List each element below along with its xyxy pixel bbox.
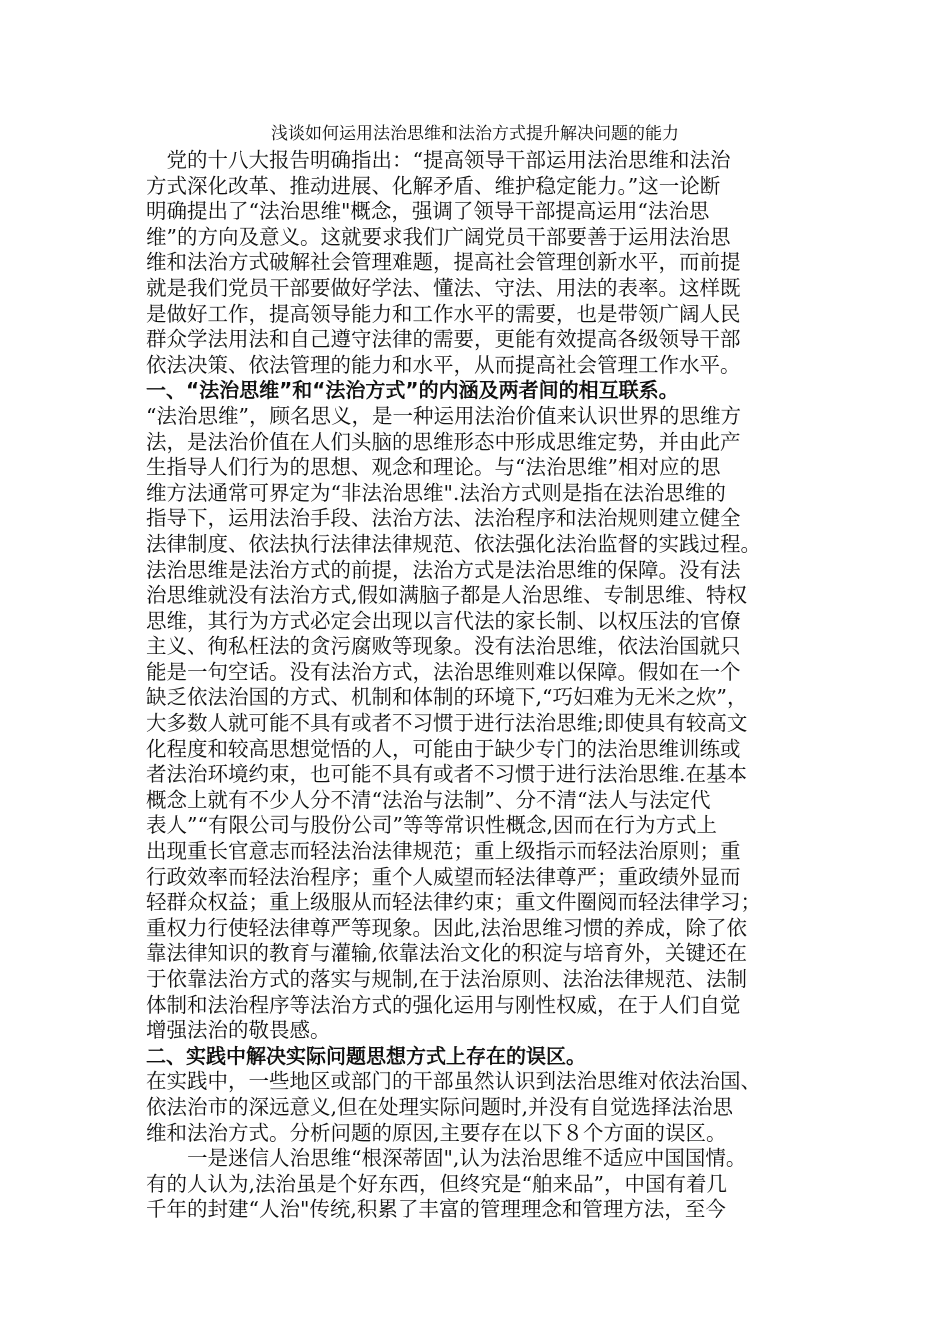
body-line: 表人”“有限公司与股份公司”等等常识性概念,因而在行为方式上	[146, 813, 717, 838]
body-line: 法律制度、依法执行法律法律规范、依法强化法治监督的实践过程。	[146, 531, 761, 556]
body-line: 缺乏依法治国的方式、机制和体制的环境下,“巧妇难为无米之炊”，	[146, 685, 748, 710]
body-line: 一是迷信人治思维“根深蒂固",认为法治思维不适应中国国情。	[146, 1146, 747, 1171]
body-line: 轻群众权益；重上级服从而轻法律约束；重文件圈阅而轻法律学习；	[146, 890, 761, 915]
body-line: 维和法治方式。分析问题的原因,主要存在以下８个方面的误区。	[146, 1120, 727, 1145]
body-line: 能是一句空话。没有法治方式，法治思维则难以保障。假如在一个	[146, 659, 741, 684]
body-line: 靠法律知识的教育与灌输,依靠法治文化的积淀与培育外，关键还在	[146, 941, 748, 966]
body-line: 出现重长官意志而轻法治法律规范；重上级指示而轻法治原则；重	[146, 839, 741, 864]
body-line: 依法决策、依法管理的能力和水平，从而提高社会管理工作水平。	[146, 352, 741, 377]
body-line: 指导下，运用法治手段、法治方法、法治程序和法治规则建立健全	[146, 506, 741, 531]
body-line: 维和法治方式破解社会管理难题，提高社会管理创新水平，而前提	[146, 250, 741, 275]
body-line: 法，是法治价值在人们头脑的思维形态中形成思维定势，并由此产	[146, 429, 741, 454]
body-line: 法治思维是法治方式的前提，法治方式是法治思维的保障。没有法	[146, 557, 741, 582]
body-line: 化程度和较高思想觉悟的人，可能由于缺少专门的法治思维训练或	[146, 736, 741, 761]
body-line: 主义、徇私枉法的贪污腐败等现象。没有法治思维，依法治国就只	[146, 634, 741, 659]
document-body	[146, 148, 806, 1223]
body-line: 维方法通常可界定为“非法治思维".法治方式则是指在法治思维的	[146, 480, 726, 505]
body-line: 明确提出了“法治思维"概念，强调了领导干部提高运用“法治思	[146, 199, 710, 224]
body-line: 增强法治的敬畏感。	[146, 1018, 331, 1043]
body-line: 概念上就有不少人分不清“法治与法制”、分不清“法人与法定代	[146, 787, 711, 812]
body-line: 方式深化改革、推动进展、化解矛盾、维护稳定能力。”这一论断	[146, 173, 721, 198]
body-line: 是做好工作，提高领导能力和工作水平的需要，也是带领广阔人民	[146, 301, 741, 326]
body-line: 行政效率而轻法治程序；重个人威望而轻法律尊严；重政绩外显而	[146, 864, 741, 889]
body-line: 治思维就没有法治方式,假如满脑子都是人治思维、专制思维、特权	[146, 583, 748, 608]
body-line: 大多数人就可能不具有或者不习惯于进行法治思维;即使具有较高文	[146, 711, 748, 736]
body-line: 党的十八大报告明确指出：“提高领导干部运用法治思维和法治	[146, 148, 731, 172]
section-heading-2: 二、实践中解决实际问题思想方式上存在的误区。	[146, 1043, 586, 1068]
body-line: 群众学法用法和自己遵守法律的需要，更能有效提高各级领导干部	[146, 327, 741, 352]
body-line: 依法治市的深远意义,但在处理实际问题时,并没有自觉选择法治思	[146, 1094, 734, 1119]
body-line: 重权力行使轻法律尊严等现象。因此,法治思维习惯的养成，除了依	[146, 915, 748, 940]
body-line: 在实践中，一些地区或部门的干部虽然认识到法治思维对依法治国、	[146, 1069, 761, 1094]
body-line: 思维，其行为方式必定会出现以言代法的家长制、以权压法的官僚	[146, 608, 741, 633]
document-title: 浅谈如何运用法治思维和法治方式提升解决问题的能力	[271, 124, 679, 144]
body-line: 维”的方向及意义。这就要求我们广阔党员干部要善于运用法治思	[146, 224, 731, 249]
body-line: 生指导人们行为的思想、观念和理论。与“法治思维”相对应的思	[146, 455, 721, 480]
body-line: 于依靠法治方式的落实与规制,在于法治原则、法治法律规范、法制	[146, 967, 748, 991]
section-heading-1: 一、“法治思维”和“法治方式”的内涵及两者间的相互联系。	[146, 378, 679, 403]
body-line: 千年的封建“人治"传统,积累了丰富的管理理念和管理方法，至今	[146, 1197, 726, 1222]
body-line: 就是我们党员干部要做好学法、懂法、守法、用法的表率。这样既	[146, 275, 741, 300]
body-line: “法治思维”，顾名思义，是一种运用法治价值来认识世界的思维方	[146, 403, 741, 428]
body-line: 有的人认为,法治虽是个好东西，但终究是“舶来品”，中国有着几	[146, 1171, 727, 1196]
body-line: 体制和法治程序等法治方式的强化运用与刚性权威，在于人们自觉	[146, 992, 741, 1017]
body-line: 者法治环境约束，也可能不具有或者不习惯于进行法治思维.在基本	[146, 762, 748, 787]
